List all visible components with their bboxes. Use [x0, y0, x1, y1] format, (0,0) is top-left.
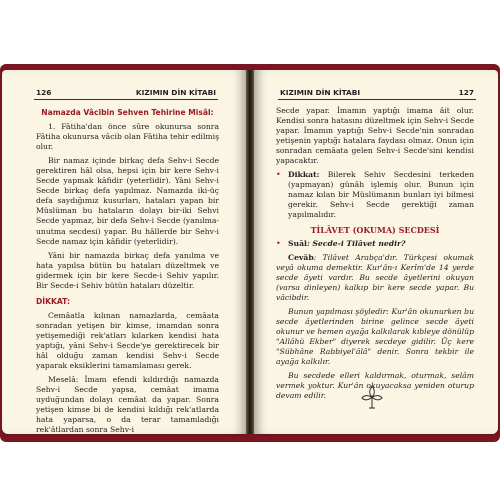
paragraph-example-imam: Meselâ: İmam efendi kıldırdığı namazda Sehv-i Secde yapsa, cemâat imama uyduğundan dolayı cemâat da yapar. Sonra yetişen kimse bi de kendisi kıldığı rek'atlarda hata yaparsa, o da terar tamamladığı rek'âtlardan sonra Sehv-i	[36, 375, 219, 435]
right-header-rule	[278, 99, 476, 100]
section-title-vacib: Namazda Vâcibin Sehven Tehirine Misâl:	[41, 108, 214, 117]
answer-text: : Tilâvet Arabça'dır. Türkçesi okumak veyâ okuma demektir. Kur'ân-ı Kerîm'de 14 yerde secde âyeti vardır. Bu secde âyetlerini okuyan (varsa dinleyen) kalkıp bir kere secde yapar. Bu vâcibdir.	[276, 252, 474, 302]
dikkat-bullet-item	[276, 170, 474, 220]
left-page	[2, 70, 246, 434]
three-drop-flower-ornament-icon	[360, 384, 384, 410]
question-text: : Secde-i Tilâvet nedir?	[306, 238, 406, 248]
paragraph-continuation: Secde yapar. İmamın yaptığı imama âit olur. Kendisi sonra hatasını düzeltmek için Sehv-i Secde yapar. İmamın yaptığı Sehv-i Secde'nin sonradan yetişenin yaptığı hatalara faydası olmaz. Onun için sonradan cemâata gelen Sehv-i Secde'sini kendisi yapacaktır.	[276, 106, 474, 166]
paragraph-no-hands: Bu secdede elleri kaldırmak, oturmak, selâm vermek yoktur. Kur'ân okuyacaksa yeniden oturup devam edilir.	[276, 371, 474, 401]
paragraph-multiple-errors: Bir namaz içinde birkaç defa Sehv-i Secde gerektiren hâl olsa, hepsi için bir kere Sehv-i Secde yapmak kâfidir (yeterlidir). Yâni Sehv-i Secde birkaç defa yapılmaz. Namazda iki-üç defa saydığımız kusurları, hataları yapan bir Müslüman bu hataların dolayı bir-iki Sehvi Secde yapmaz, bir defa Sehv-i Secde (yanılma-unutma secdesi) yapar. Bu hâllerde bir Sehv-i Secde namaz için kâfidir (yeterlidir).	[36, 156, 219, 246]
dikkat-label: Dikkat:	[288, 170, 320, 180]
bullet-icon: •	[276, 170, 281, 180]
answer-label: Cevâb	[288, 252, 314, 262]
dikkat-heading: DİKKAT:	[36, 296, 70, 306]
right-page-number: 127	[458, 88, 474, 97]
left-page-number: 126	[36, 88, 52, 97]
left-header-rule	[34, 99, 218, 100]
paragraph-example-1: 1. Fâtiha'dan önce sûre okunursa sonra Fâtiha okunursa vâcib olan Fâtiha tehir edilmiş olur.	[36, 122, 219, 152]
paragraph-how-to: Bunun yapılması şöyledir: Kur'ân okunurken bu secde âyetlerinden birine gelince secde âyeti okunur ve hemen ayağa kalkılarak kıbleye dönülüp "Allâhü Ekber" diyerek secdeye gidilir. Üç kere "Sübhâne Rabbiyel'âlâ" denir. Sonra tekbir ile ayağa kalkılır.	[276, 306, 474, 367]
right-page	[254, 70, 498, 434]
right-running-header: KIZIMIN DİN KİTABI	[280, 88, 361, 97]
paragraph-congregation: Cemâatla kılınan namazlarda, cemâata sonradan yetişen bir kimse, imamdan sonra yetişemediği rek'atları kılarken kendisi hata yaptığı, yâni Sehv-i Secde'ye gerektirecek bir hâl olduğu zaman kendisi Sehv-i Secde yaparak eksiklerini tamamlaması gerek.	[36, 310, 219, 371]
dikkat-text: Bilerek Sehiv Secdesini terkeden (yapmayan) günâh işlemiş olur. Bunun için namaz kılan bir Müslümanın bunları iyi bilmesi gerekir. Sehv-i Secde gerektiği zaman yapılmalıdır.	[288, 170, 474, 220]
question-label: Suâl	[288, 238, 307, 248]
open-book	[2, 70, 498, 434]
section-title-tilavet: TİLÂVET (OKUMA) SECDESİ	[310, 224, 440, 235]
bullet-icon: •	[276, 238, 281, 248]
book-spine-gutter	[246, 70, 254, 434]
left-page-body	[36, 106, 219, 435]
paragraph-one-sehiv: Yâni bir namazda birkaç defa yanılma ve hata yapılsa bütün bu hataları düzeltmek ve gidermek için bir kere Secde-i Sehiv yapılır. Bir Secde-i Sehiv bütün hataları düzeltir.	[36, 250, 219, 290]
answer-paragraph	[276, 253, 474, 303]
right-page-body	[276, 106, 474, 424]
question-item	[276, 239, 474, 249]
left-running-header: KIZIMIN DİN KİTABI	[135, 88, 216, 97]
